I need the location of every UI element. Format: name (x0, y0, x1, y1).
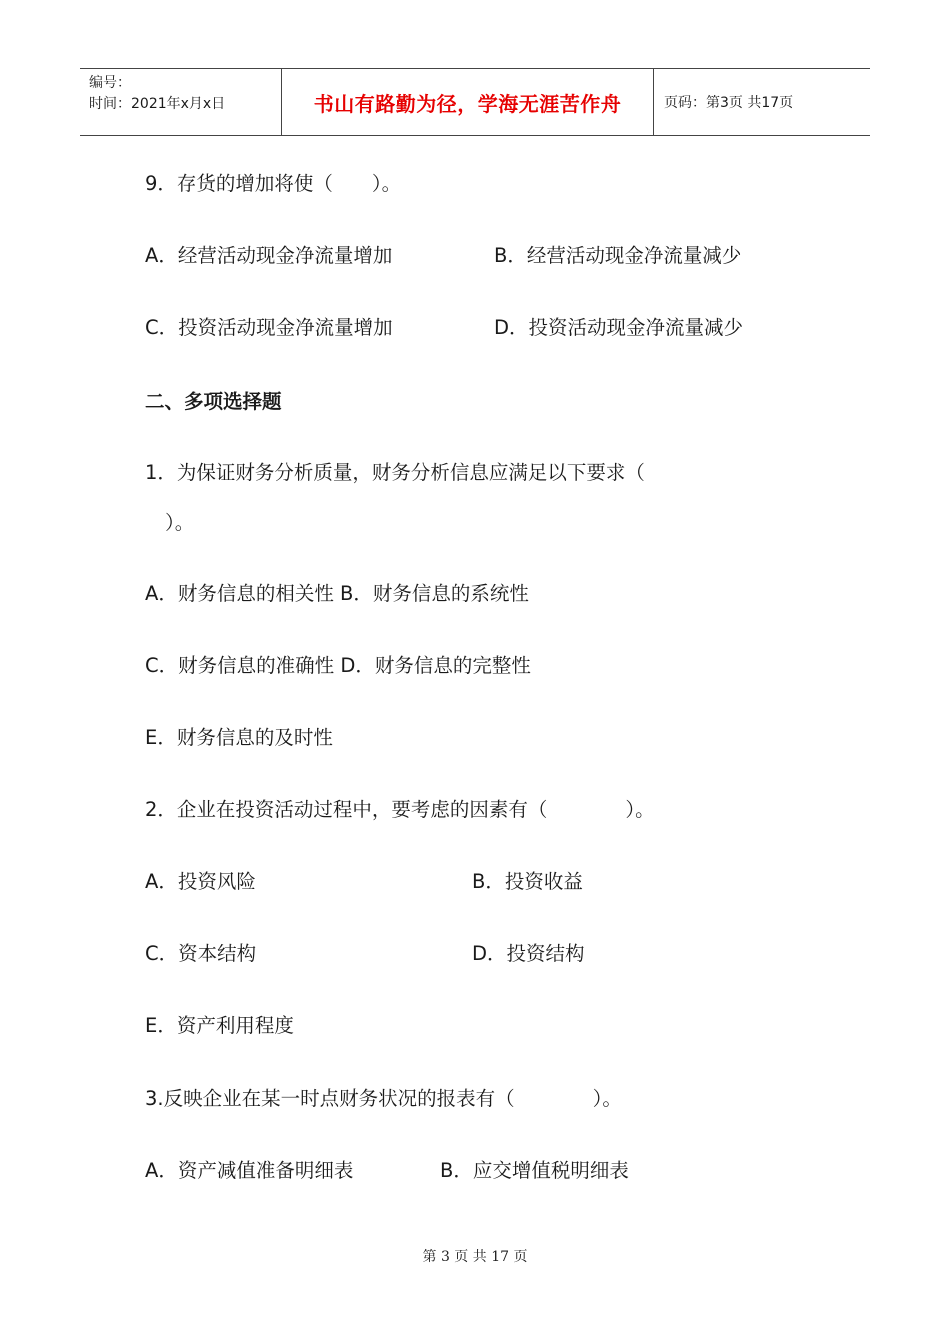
q9-option-c: C．投资活动现金净流量增加 (145, 316, 393, 339)
q9-option-b: B．经营活动现金净流量减少 (494, 244, 742, 267)
mq2-option-c: C．资本结构 (145, 942, 257, 965)
motto: 书山有路勤为径，学海无涯苦作舟 (313, 91, 622, 116)
mq3-option-b: B．应交增值税明细表 (440, 1159, 629, 1182)
section-title: 二、多项选择题 (145, 390, 282, 413)
mq1-stem-line1: 1．为保证财务分析质量，财务分析信息应满足以下要求（ (145, 461, 645, 484)
page-footer: 第 3 页 共 17 页 (422, 1249, 528, 1265)
mq1-stem-line2: ）。 (165, 511, 195, 534)
mq2-option-d: D．投资结构 (472, 942, 585, 965)
mq3-stem: 3.反映企业在某一时点财务状况的报表有（ ）。 (145, 1087, 622, 1110)
page-label: 页码：第3页 共17页 (664, 95, 794, 111)
time-label: 时间：2021年x月x日 (89, 96, 226, 112)
serial-label: 编号： (89, 75, 131, 91)
mq2-option-b: B．投资收益 (472, 870, 583, 893)
page-header (80, 68, 870, 136)
mq2-stem: 2．企业在投资活动过程中，要考虑的因素有（ ）。 (145, 798, 655, 821)
q9-stem: 9．存货的增加将使（ ）。 (145, 172, 402, 195)
mq1-option-e: E．财务信息的及时性 (145, 726, 333, 749)
mq2-option-e: E．资产利用程度 (145, 1014, 294, 1037)
header-page-cell (654, 69, 870, 135)
q9-option-d: D．投资活动现金净流量减少 (494, 316, 744, 339)
mq3-option-a: A．资产减值准备明细表 (145, 1159, 354, 1182)
q9-option-a: A．经营活动现金净流量增加 (145, 244, 393, 267)
mq1-options-ab: A．财务信息的相关性 B．财务信息的系统性 (145, 582, 529, 605)
mq1-options-cd: C．财务信息的准确性 D．财务信息的完整性 (145, 654, 531, 677)
header-motto-cell (282, 69, 654, 135)
mq2-option-a: A．投资风险 (145, 870, 256, 893)
header-meta (80, 69, 282, 135)
